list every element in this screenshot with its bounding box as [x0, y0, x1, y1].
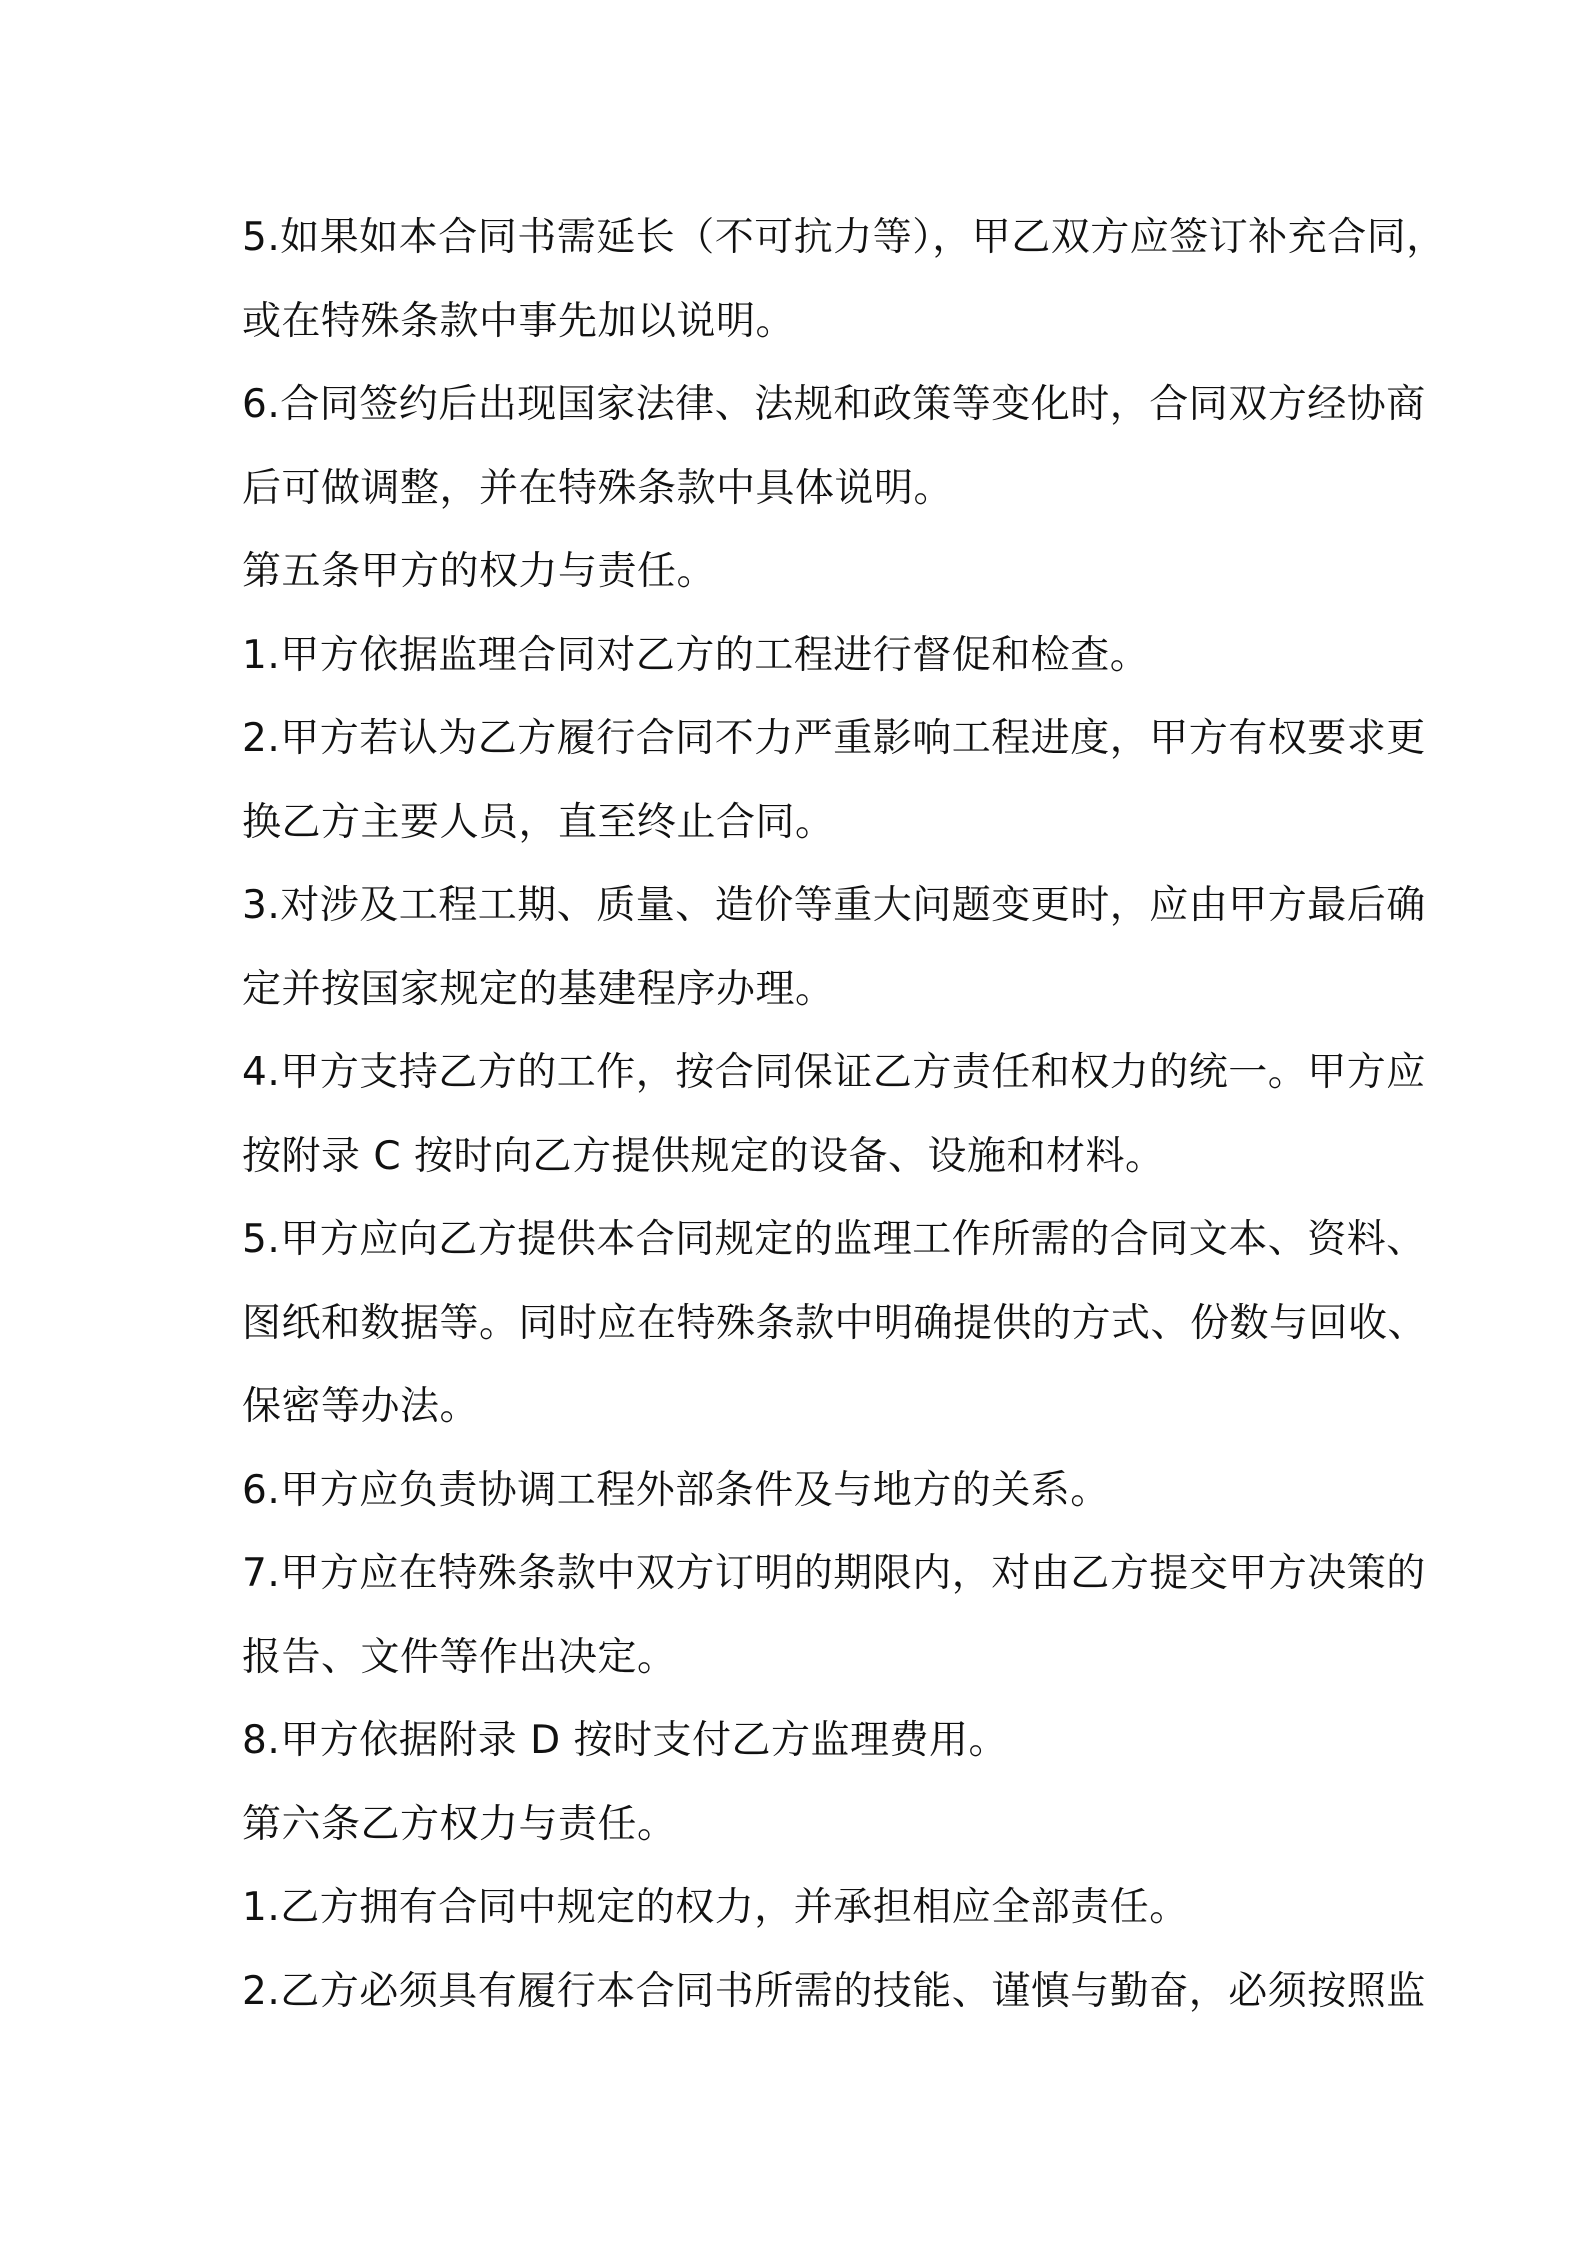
text-line: 2.乙方必须具有履行本合同书所需的技能、谨慎与勤奋，必须按照监 [242, 1968, 1426, 2014]
document-body [242, 196, 1446, 2033]
section-heading: 第五条甲方的权力与责任。 [242, 549, 717, 594]
text-line: 1.乙方拥有合同中规定的权力，并承担相应全部责任。 [242, 1885, 1189, 1930]
text-line: 7.甲方应在特殊条款中双方订明的期限内，对由乙方提交甲方决策的 [242, 1551, 1426, 1596]
text-line: 8.甲方依据附录 D 按时支付乙方监理费用。 [242, 1718, 1009, 1763]
text-line: 保密等办法。 [242, 1384, 480, 1429]
text-line: 或在特殊条款中事先加以说明。 [242, 298, 796, 344]
text-line: 6.合同签约后出现国家法律、法规和政策等变化时，合同双方经协商 [242, 382, 1426, 427]
text-line: 1.甲方依据监理合同对乙方的工程进行督促和检查。 [242, 632, 1150, 678]
text-line: 5.甲方应向乙方提供本合同规定的监理工作所需的合同文本、资料、 [242, 1217, 1426, 1262]
text-line: 报告、文件等作出决定。 [242, 1634, 677, 1680]
text-line: 定并按国家规定的基建程序办理。 [242, 966, 835, 1012]
text-line: 换乙方主要人员，直至终止合同。 [242, 799, 835, 845]
text-line: 后可做调整，并在特殊条款中具体说明。 [242, 465, 954, 511]
text-line: 6.甲方应负责协调工程外部条件及与地方的关系。 [242, 1467, 1110, 1513]
section-heading: 第六条乙方权力与责任。 [242, 1801, 677, 1847]
text-line: 4.甲方支持乙方的工作，按合同保证乙方责任和权力的统一。甲方应 [242, 1050, 1426, 1095]
text-line: 5.如果如本合同书需延长（不可抗力等），甲乙双方应签订补充合同， [242, 215, 1446, 260]
text-line: 2.甲方若认为乙方履行合同不力严重影响工程进度，甲方有权要求更 [242, 716, 1426, 761]
text-line: 3.对涉及工程工期、质量、造价等重大问题变更时，应由甲方最后确 [242, 883, 1426, 928]
text-line: 按附录 C 按时向乙方提供规定的设备、设施和材料。 [242, 1133, 1165, 1179]
text-line: 图纸和数据等。同时应在特殊条款中明确提供的方式、份数与回收、 [242, 1300, 1428, 1346]
